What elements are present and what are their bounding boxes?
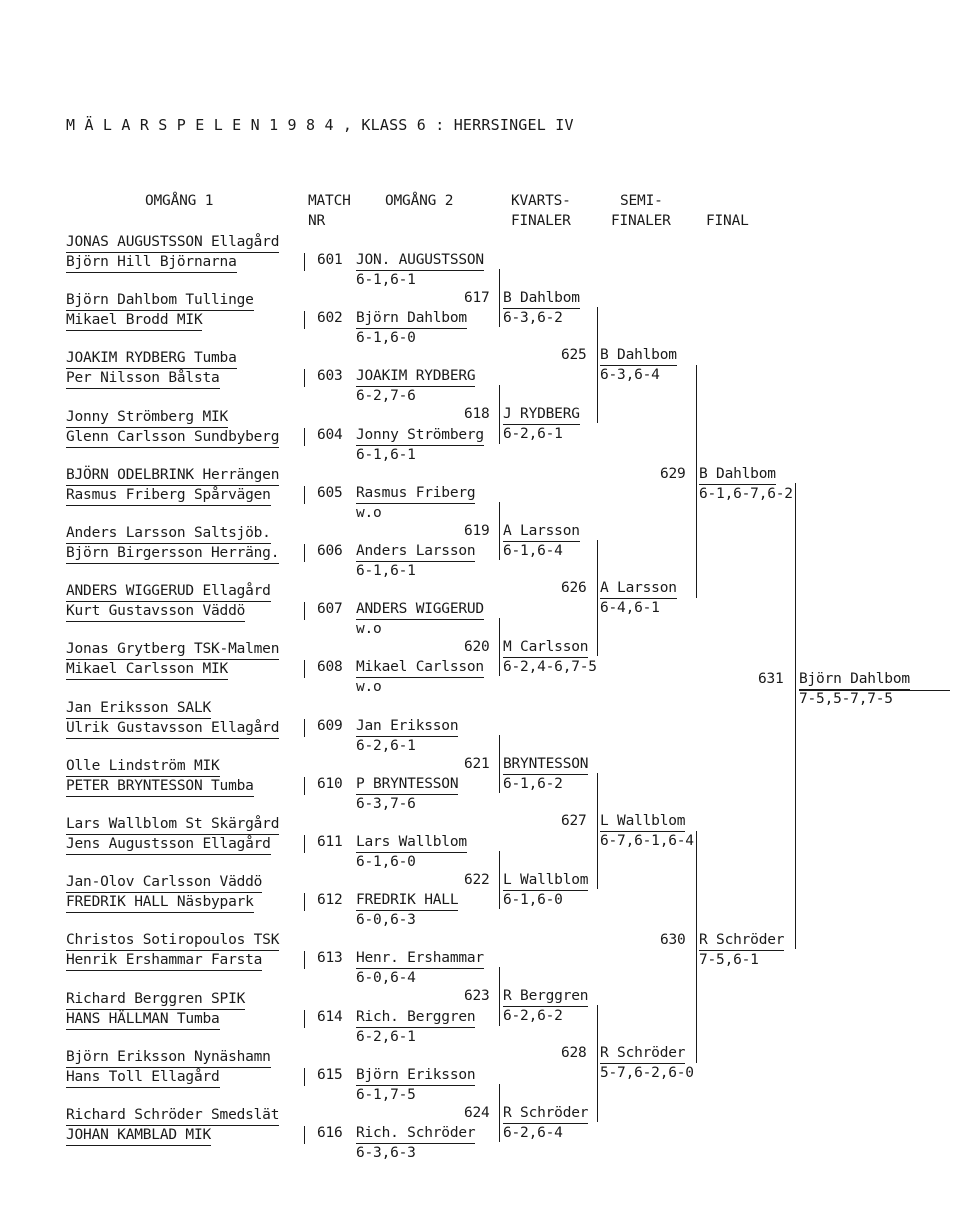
player-entry: Kurt Gustavsson Väddö bbox=[66, 602, 245, 622]
quarter-score: 6-7,6-1,6-4 bbox=[600, 832, 694, 849]
match-number: 627 bbox=[561, 812, 587, 829]
bracket-line bbox=[499, 269, 500, 327]
match-number: 608 bbox=[317, 659, 343, 676]
round1-score: w.o bbox=[356, 621, 382, 638]
round2-winner: B Dahlbom bbox=[503, 289, 580, 309]
player-entry: FREDRIK HALL Näsbypark bbox=[66, 893, 254, 913]
match-number: 625 bbox=[561, 347, 587, 363]
player-entry: JONAS AUGUSTSSON Ellagård bbox=[66, 233, 279, 253]
quarter-score: 6-3,6-4 bbox=[600, 367, 660, 383]
round1-score: 6-1,7-5 bbox=[356, 1086, 416, 1103]
round1-score: 6-3,7-6 bbox=[356, 795, 416, 812]
round1-score: 6-1,6-1 bbox=[356, 272, 416, 288]
quarter-winner: L Wallblom bbox=[600, 812, 685, 832]
header-semifinaler: FINALER bbox=[611, 213, 671, 229]
match-number: 621 bbox=[464, 755, 490, 772]
match-number: 620 bbox=[464, 639, 490, 656]
match-number: 601 bbox=[317, 252, 343, 268]
quarter-winner: R Schröder bbox=[600, 1044, 685, 1064]
round2-winner: A Larsson bbox=[503, 522, 580, 542]
match-number: 607 bbox=[317, 601, 343, 618]
round1-winner: Mikael Carlsson bbox=[356, 658, 484, 678]
round2-winner: L Wallblom bbox=[503, 871, 588, 891]
player-entry: Mikael Brodd MIK bbox=[66, 311, 202, 331]
round2-winner: BRYNTESSON bbox=[503, 755, 588, 775]
match-number: 610 bbox=[317, 775, 343, 792]
player-entry: JOHAN KAMBLAD MIK bbox=[66, 1126, 211, 1146]
semi-score: 6-1,6-7,6-2 bbox=[699, 486, 793, 502]
bracket-line bbox=[304, 951, 305, 969]
player-entry: Anders Larsson Saltsjöb. bbox=[66, 524, 271, 544]
round1-score: 6-1,6-1 bbox=[356, 446, 416, 463]
bracket-line bbox=[304, 428, 305, 446]
bracket-line bbox=[499, 385, 500, 443]
champion-name: Björn Dahlbom bbox=[799, 670, 910, 690]
round1-winner: Rasmus Friberg bbox=[356, 484, 475, 504]
player-entry: HANS HÄLLMAN Tumba bbox=[66, 1010, 220, 1030]
round1-score: 6-1,6-1 bbox=[356, 563, 416, 579]
bracket-line bbox=[304, 835, 305, 853]
bracket-line bbox=[304, 544, 305, 562]
player-entry: Jonny Strömberg MIK bbox=[66, 408, 228, 428]
header-match: MATCH bbox=[308, 193, 351, 209]
quarter-score: 5-7,6-2,6-0 bbox=[600, 1065, 694, 1082]
round1-winner: JON. AUGUSTSSON bbox=[356, 251, 484, 271]
round1-score: 6-3,6-3 bbox=[356, 1145, 416, 1161]
final-score: 7-5,5-7,7-5 bbox=[799, 690, 893, 707]
round1-winner: ANDERS WIGGERUD bbox=[356, 600, 484, 620]
match-number: 629 bbox=[660, 466, 686, 482]
round2-score: 6-2,6-4 bbox=[503, 1124, 563, 1141]
player-entry: Per Nilsson Bålsta bbox=[66, 369, 220, 389]
match-number: 630 bbox=[660, 931, 686, 948]
page-title: M Ä L A R S P E L E N 1 9 8 4 , KLASS 6 : HERRSINGEL IV bbox=[66, 116, 574, 134]
round1-score: w.o bbox=[356, 504, 382, 521]
player-entry: Mikael Carlsson MIK bbox=[66, 660, 228, 680]
player-entry: Jan Eriksson SALK bbox=[66, 699, 211, 719]
bracket-line bbox=[499, 1084, 500, 1142]
match-number: 631 bbox=[758, 670, 784, 687]
header-omgang-1: OMGÅNG 1 bbox=[145, 193, 214, 209]
round1-winner: Jonny Strömberg bbox=[356, 426, 484, 446]
bracket-line bbox=[499, 851, 500, 909]
bracket-line bbox=[304, 660, 305, 678]
bracket-line bbox=[597, 540, 598, 656]
player-entry: Jan-Olov Carlsson Väddö bbox=[66, 873, 262, 893]
round1-score: 6-2,7-6 bbox=[356, 388, 416, 405]
player-entry: Lars Wallblom St Skärgård bbox=[66, 815, 279, 835]
header-kvartsfinaler: FINALER bbox=[511, 213, 571, 229]
quarter-winner: A Larsson bbox=[600, 579, 677, 599]
player-entry: JOAKIM RYDBERG Tumba bbox=[66, 349, 237, 369]
player-entry: Richard Schröder Smedslät bbox=[66, 1106, 279, 1126]
round1-score: 6-2,6-1 bbox=[356, 1028, 416, 1045]
round2-score: 6-2,6-1 bbox=[503, 426, 563, 443]
bracket-line bbox=[304, 1126, 305, 1144]
semi-score: 7-5,6-1 bbox=[699, 951, 759, 968]
bracket-line bbox=[304, 253, 305, 271]
round2-winner: R Schröder bbox=[503, 1104, 588, 1124]
player-entry: Jens Augustsson Ellagård bbox=[66, 835, 271, 855]
match-number: 623 bbox=[464, 988, 490, 1005]
bracket-line bbox=[304, 1010, 305, 1028]
bracket-line bbox=[304, 1068, 305, 1086]
round1-winner: Björn Eriksson bbox=[356, 1066, 475, 1086]
player-entry: Björn Hill Björnarna bbox=[66, 253, 237, 273]
player-entry: Jonas Grytberg TSK-Malmen bbox=[66, 640, 279, 660]
match-number: 605 bbox=[317, 484, 343, 501]
round1-winner: FREDRIK HALL bbox=[356, 891, 458, 911]
match-number: 604 bbox=[317, 426, 343, 443]
match-number: 609 bbox=[317, 717, 343, 734]
match-number: 622 bbox=[464, 872, 490, 888]
quarter-winner: B Dahlbom bbox=[600, 346, 677, 366]
round2-winner: R Berggren bbox=[503, 987, 588, 1007]
bracket-line bbox=[499, 618, 500, 676]
match-number: 615 bbox=[317, 1066, 343, 1083]
player-entry: Ulrik Gustavsson Ellagård bbox=[66, 719, 279, 739]
round2-winner: J RYDBERG bbox=[503, 405, 580, 425]
round1-score: 6-1,6-0 bbox=[356, 330, 416, 347]
player-entry: Glenn Carlsson Sundbyberg bbox=[66, 428, 279, 448]
bracket-line bbox=[696, 831, 697, 1064]
semi-winner: R Schröder bbox=[699, 931, 784, 951]
header-omgang-2: OMGÅNG 2 bbox=[385, 193, 454, 209]
bracket-line bbox=[499, 967, 500, 1025]
bracket-line bbox=[499, 502, 500, 560]
bracket-line bbox=[304, 893, 305, 911]
final-underline bbox=[799, 690, 950, 691]
bracket-line bbox=[499, 735, 500, 793]
round2-score: 6-1,6-0 bbox=[503, 892, 563, 908]
player-entry: Björn Birgersson Herräng. bbox=[66, 544, 279, 564]
round2-winner: M Carlsson bbox=[503, 638, 588, 658]
match-number: 612 bbox=[317, 892, 343, 909]
match-number: 611 bbox=[317, 834, 343, 850]
round2-score: 6-3,6-2 bbox=[503, 310, 563, 326]
round1-score: 6-2,6-1 bbox=[356, 737, 416, 754]
round1-winner: Jan Eriksson bbox=[356, 717, 458, 737]
player-entry: BJÖRN ODELBRINK Herrängen bbox=[66, 466, 279, 486]
bracket-line bbox=[597, 1005, 598, 1121]
round1-winner: P BRYNTESSON bbox=[356, 775, 458, 795]
round1-winner: Rich. Berggren bbox=[356, 1008, 475, 1028]
match-number: 603 bbox=[317, 368, 343, 385]
round2-score: 6-1,6-2 bbox=[503, 775, 563, 792]
round1-score: w.o bbox=[356, 679, 382, 696]
match-number: 624 bbox=[464, 1104, 490, 1121]
bracket-line bbox=[304, 602, 305, 620]
header-final: FINAL bbox=[706, 213, 749, 229]
match-number: 617 bbox=[464, 290, 490, 306]
round1-score: 6-0,6-3 bbox=[356, 912, 416, 929]
round1-winner: JOAKIM RYDBERG bbox=[356, 367, 475, 387]
match-number: 613 bbox=[317, 950, 343, 967]
round2-score: 6-2,4-6,7-5 bbox=[503, 659, 597, 676]
quarter-score: 6-4,6-1 bbox=[600, 599, 660, 616]
bracket-line bbox=[304, 311, 305, 329]
round1-winner: Björn Dahlbom bbox=[356, 309, 467, 329]
bracket-line bbox=[696, 365, 697, 598]
round1-winner: Anders Larsson bbox=[356, 542, 475, 562]
semi-winner: B Dahlbom bbox=[699, 465, 776, 485]
match-number: 628 bbox=[561, 1045, 587, 1062]
header-kvarts: KVARTS- bbox=[511, 193, 571, 209]
round1-winner: Rich. Schröder bbox=[356, 1124, 475, 1144]
round2-score: 6-2,6-2 bbox=[503, 1008, 563, 1025]
bracket-line bbox=[597, 773, 598, 889]
player-entry: ANDERS WIGGERUD Ellagård bbox=[66, 582, 271, 602]
bracket-line bbox=[597, 307, 598, 423]
bracket-line bbox=[304, 486, 305, 504]
bracket-line bbox=[304, 719, 305, 737]
round1-score: 6-0,6-4 bbox=[356, 970, 416, 987]
bracket-line bbox=[304, 369, 305, 387]
round2-score: 6-1,6-4 bbox=[503, 542, 563, 559]
player-entry: Olle Lindström MIK bbox=[66, 757, 220, 777]
player-entry: Henrik Ershammar Farsta bbox=[66, 951, 262, 971]
match-number: 606 bbox=[317, 543, 343, 559]
header-semi: SEMI- bbox=[620, 193, 663, 209]
player-entry: Björn Dahlbom Tullinge bbox=[66, 291, 254, 311]
match-number: 616 bbox=[317, 1125, 343, 1141]
player-entry: Rasmus Friberg Spårvägen bbox=[66, 486, 271, 506]
match-number: 619 bbox=[464, 522, 490, 539]
player-entry: Björn Eriksson Nynäshamn bbox=[66, 1048, 271, 1068]
round1-winner: Lars Wallblom bbox=[356, 833, 467, 853]
bracket-line bbox=[304, 777, 305, 795]
match-number: 626 bbox=[561, 579, 587, 596]
match-number: 614 bbox=[317, 1008, 343, 1025]
bracket-line bbox=[795, 483, 796, 949]
round1-winner: Henr. Ershammar bbox=[356, 949, 484, 969]
match-number: 618 bbox=[464, 406, 490, 423]
player-entry: PETER BRYNTESSON Tumba bbox=[66, 777, 254, 797]
round1-score: 6-1,6-0 bbox=[356, 854, 416, 870]
player-entry: Christos Sotiropoulos TSK bbox=[66, 931, 279, 951]
player-entry: Richard Berggren SPIK bbox=[66, 990, 245, 1010]
match-number: 602 bbox=[317, 310, 343, 327]
header-match-nr: NR bbox=[308, 213, 326, 229]
player-entry: Hans Toll Ellagård bbox=[66, 1068, 220, 1088]
